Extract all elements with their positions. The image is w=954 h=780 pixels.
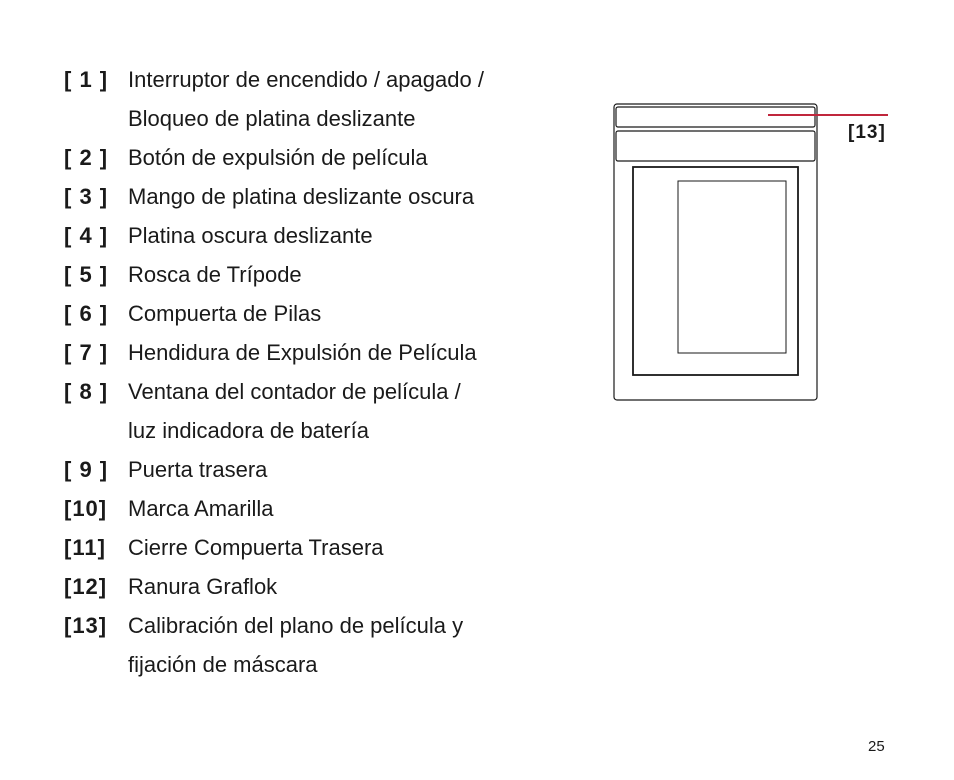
part-label: Compuerta de Pilas [128, 301, 322, 326]
part-number: [ 7 ] [64, 340, 109, 365]
film-window [678, 181, 786, 353]
camera-back-diagram [606, 98, 906, 408]
part-number: [12] [64, 574, 108, 599]
part-label: Calibración del plano de película y fijación de máscara [128, 613, 464, 677]
list-item [64, 567, 598, 606]
part-label: Rosca de Trípode [128, 262, 302, 287]
list-item [64, 177, 598, 216]
part-number: [ 1 ] [64, 67, 109, 92]
page-number: 25 [868, 738, 885, 755]
list-item [64, 606, 598, 684]
part-number: [ 8 ] [64, 379, 109, 404]
part-number: [ 9 ] [64, 457, 109, 482]
list-item [64, 255, 598, 294]
list-item [64, 216, 598, 255]
part-number: [ 5 ] [64, 262, 109, 287]
part-number: [ 6 ] [64, 301, 109, 326]
part-number: [10] [64, 496, 108, 521]
part-number: [ 3 ] [64, 184, 109, 209]
part-label: Cierre Compuerta Trasera [128, 535, 384, 560]
part-label: Ventana del contador de película / luz indicadora de batería [128, 379, 461, 443]
list-item [64, 528, 598, 567]
list-item [64, 489, 598, 528]
parts-list [64, 60, 598, 684]
top-strip [616, 107, 815, 127]
part-number: [ 4 ] [64, 223, 109, 248]
callout-label-13: [13] [848, 122, 886, 143]
second-strip [616, 131, 815, 161]
part-number: [ 2 ] [64, 145, 109, 170]
part-label: Interruptor de encendido / apagado / Bloqueo de platina deslizante [128, 67, 484, 131]
part-label: Botón de expulsión de película [128, 145, 428, 170]
list-item [64, 372, 598, 450]
part-label: Ranura Graflok [128, 574, 278, 599]
part-number: [11] [64, 535, 106, 560]
part-label: Puerta trasera [128, 457, 268, 482]
part-number: [13] [64, 613, 108, 638]
part-label: Mango de platina deslizante oscura [128, 184, 475, 209]
film-frame [633, 167, 798, 375]
list-item [64, 60, 598, 138]
part-label: Hendidura de Expulsión de Película [128, 340, 477, 365]
list-item [64, 138, 598, 177]
part-label: Marca Amarilla [128, 496, 274, 521]
camera-back-outline [614, 104, 817, 400]
list-item [64, 333, 598, 372]
part-label: Platina oscura deslizante [128, 223, 373, 248]
list-item [64, 450, 598, 489]
list-item [64, 294, 598, 333]
